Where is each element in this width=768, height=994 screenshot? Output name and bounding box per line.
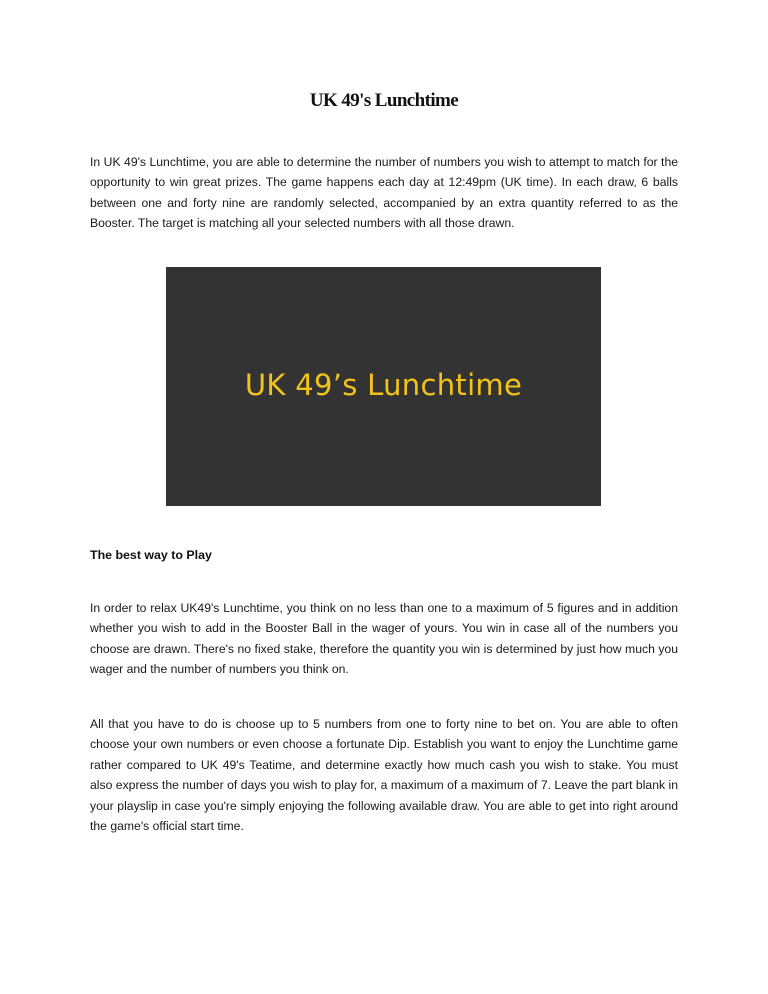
intro-paragraph: In UK 49's Lunchtime, you are able to determine the number of numbers you wish to attempt to match for the opportunity to win great prizes. The game happens each day at 12:49pm (UK time). In each draw, 6 balls between one and forty nine are randomly selected, accompanied by an extra quantity referred to as the Booster. The target is matching all your selected numbers with all those drawn. [90,155,678,231]
banner-text: UK 49’s Lunchtime [244,367,523,402]
section-heading: The best way to Play [90,548,212,562]
page-title: UK 49's Lunchtime [309,90,459,111]
lunchtime-banner-image [166,267,601,506]
instructions-paragraph: All that you have to do is choose up to 5 numbers from one to forty nine to bet on. You are able to often choose your own numbers or even choose a fortunate Dip. Establish you want to enjoy the Lunchtime game rather compared to UK 49's Teatime, and determine exactly how much cash you wish to stake. You must also express the number of days you wish to play for, a maximum of a maximum of 7. Leave the part blank in your playslip in case you're simply enjoying the following available draw. You are able to get into right around the game's official start time. [90,717,678,834]
how-to-play-paragraph: In order to relax UK49's Lunchtime, you think on no less than one to a maximum of 5 figures and in addition whether you wish to add in the Booster Ball in the wager of yours. You win in case all of the numbers you choose are drawn. There's no fixed stake, therefore the quantity you win is determined by just how much you wager and the number of numbers you think on. [90,601,678,677]
